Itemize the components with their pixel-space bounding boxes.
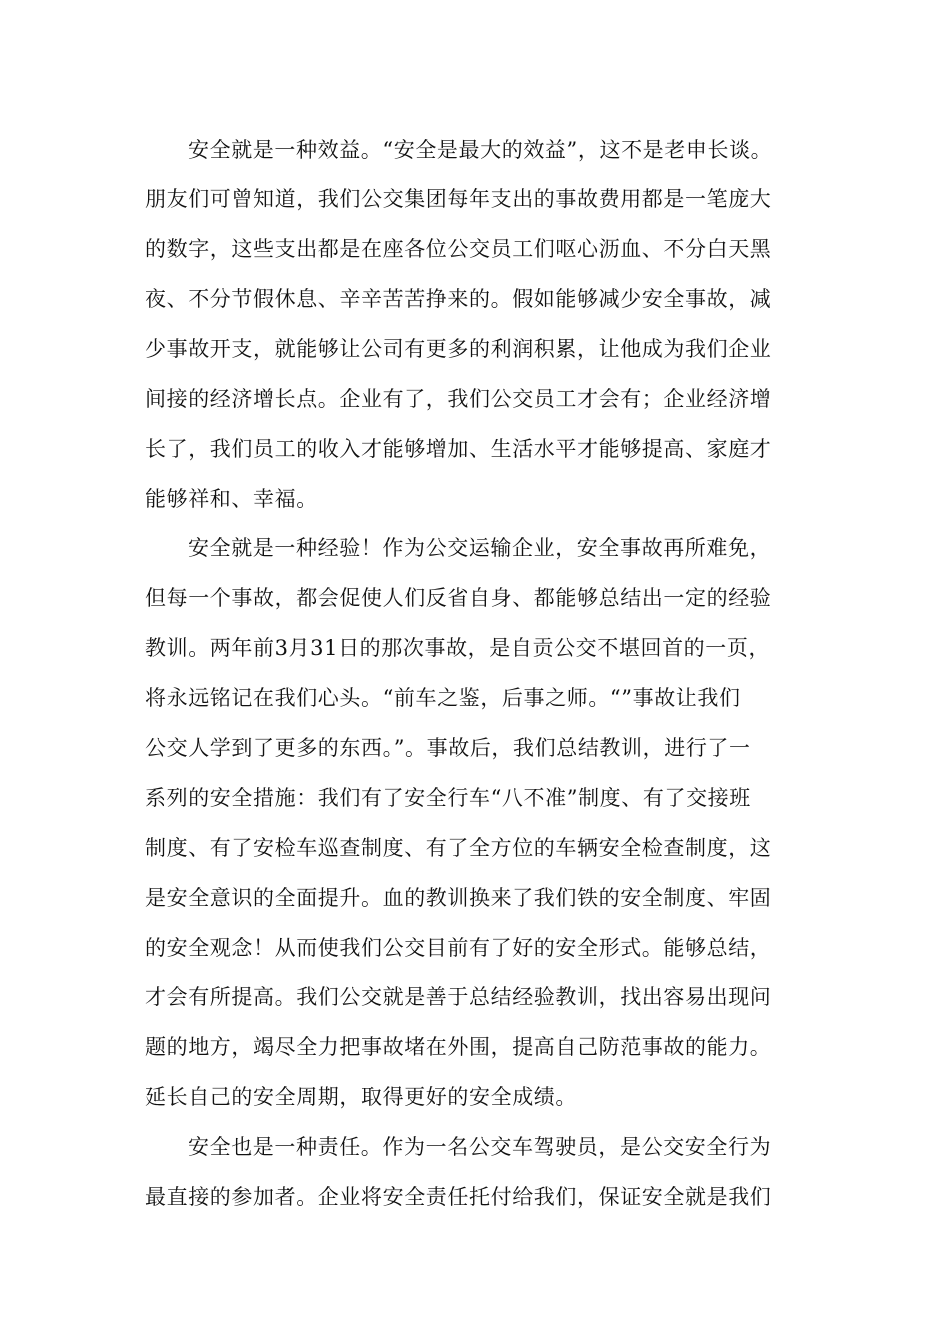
paragraph-1-line-1: 安全就是一种效益。“安全是最大的效益”，这不是老申长谈。: [188, 138, 773, 162]
paragraph-2-line-8: 是安全意识的全面提升。血的教训换来了我们铁的安全制度、牢固: [145, 886, 772, 910]
paragraph-2-line-6: 系列的安全措施：我们有了安全行车“八不准”制度、有了交接班: [145, 786, 751, 810]
paragraph-1-line-3: 的数字，这些支出都是在座各位公交员工们呕心沥血、不分白天黑: [145, 237, 772, 261]
paragraph-2-line-7: 制度、有了安检车巡查制度、有了全方位的车辆安全检查制度，这: [145, 836, 772, 860]
paragraph-2-line-10: 才会有所提高。我们公交就是善于总结经验教训，找出容易出现问: [145, 985, 772, 1009]
paragraph-2-line-12: 延长自己的安全周期，取得更好的安全成绩。: [145, 1085, 577, 1109]
paragraph-3-line-1: 安全也是一种责任。作为一名公交车驾驶员，是公交安全行为: [188, 1135, 772, 1159]
paragraph-2-line-5: 公交人学到了更多的东西。”。事故后，我们总结教训，进行了一: [145, 736, 751, 760]
paragraph-2-line-4: 将永远铭记在我们心头。“前车之鉴，后事之师。“”事故让我们: [145, 686, 741, 710]
paragraph-1-line-7: 长了，我们员工的收入才能够增加、生活水平才能够提高、家庭才: [145, 437, 772, 461]
paragraph-1-line-2: 朋友们可曾知道，我们公交集团每年支出的事故费用都是一笔庞大: [145, 187, 772, 211]
paragraph-2-line-9: 的安全观念！从而使我们公交目前有了好的安全形式。能够总结，: [145, 936, 772, 960]
paragraph-1-line-6: 间接的经济增长点。企业有了，我们公交员工才会有；企业经济增: [145, 387, 772, 411]
paragraph-1-line-4: 夜、不分节假休息、辛辛苦苦挣来的。假如能够减少安全事故，减: [145, 287, 772, 311]
paragraph-1-line-8: 能够祥和、幸福。: [145, 487, 318, 511]
paragraph-2-line-2: 但每一个事故，都会促使人们反省自身、都能够总结出一定的经验: [145, 586, 772, 610]
paragraph-2-line-11: 题的地方，竭尽全力把事故堵在外围，提高自己防范事故的能力。: [145, 1035, 772, 1059]
paragraph-3-line-2: 最直接的参加者。企业将安全责任托付给我们，保证安全就是我们: [145, 1185, 772, 1209]
paragraph-2-line-3: 教训。两年前3月31日的那次事故，是自贡公交不堪回首的一页，: [145, 636, 771, 660]
paragraph-2-line-1: 安全就是一种经验！作为公交运输企业，安全事故再所难免，: [188, 536, 772, 560]
paragraph-1-line-5: 少事故开支，就能够让公司有更多的利润积累，让他成为我们企业: [145, 337, 772, 361]
